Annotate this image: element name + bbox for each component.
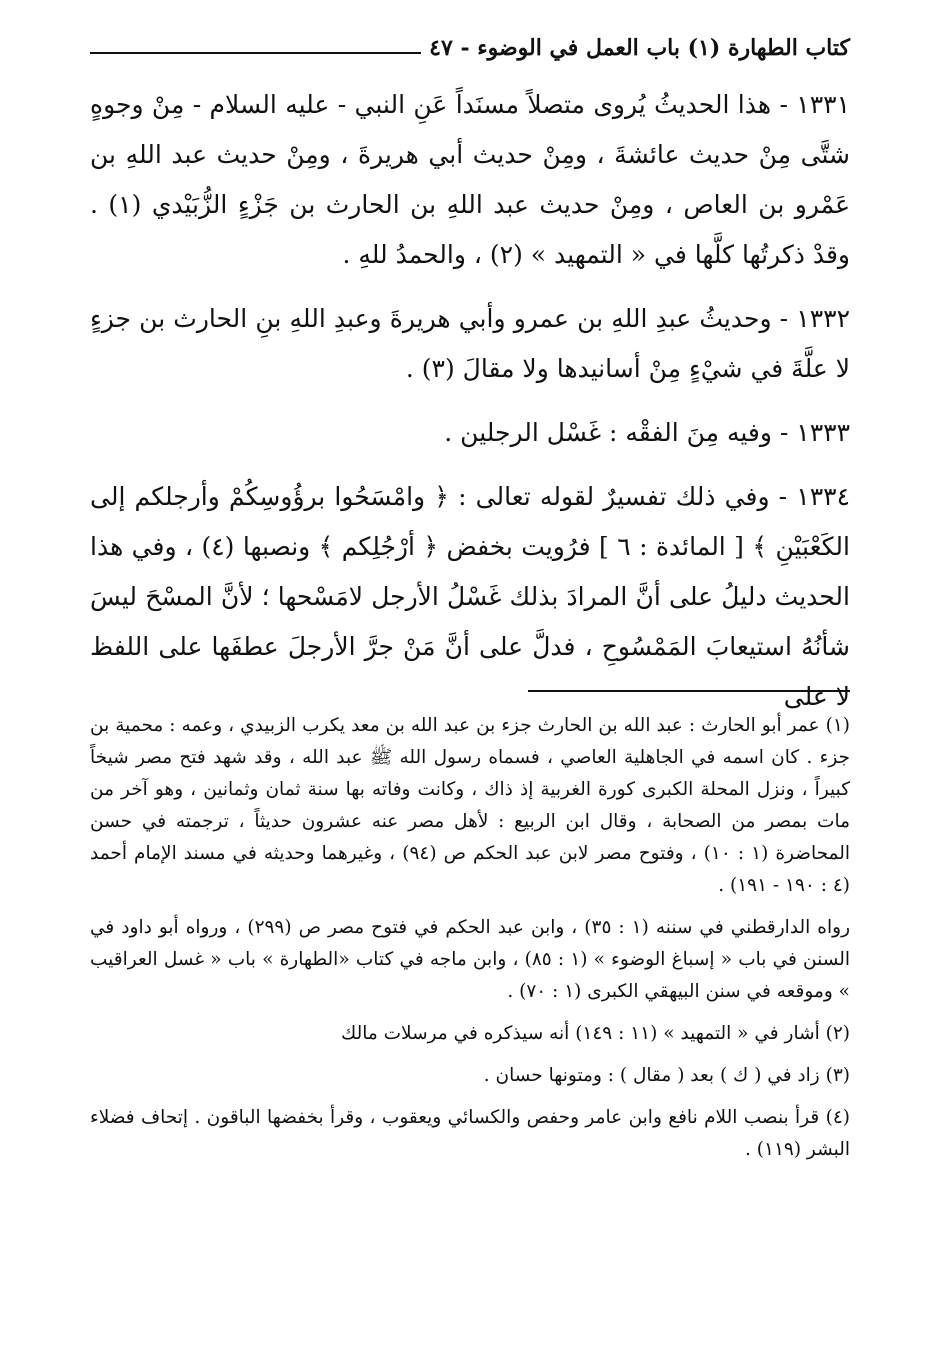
paragraph-1333: ١٣٣٣ - وفيه مِنَ الفقْه : غَسْل الرجلين . [444,418,850,447]
main-text [90,80,850,736]
footnote-4: (٤) قرأ بنصب اللام نافع وابن عامر وحفص والكسائي ويعقوب ، وقرأ بخفضها الباقون . إتحاف فضلاء البشر (١١٩) . [90,1107,850,1160]
running-header [90,28,850,68]
footnote-divider [528,690,850,692]
header-rule [90,52,421,54]
paragraph-1332: ١٣٣٢ - وحديثُ عبدِ اللهِ بن عمرو وأبي هريرةَ وعبدِ اللهِ بنِ الحارث بن جزءٍ لا علَّةَ في شيْءٍ مِنْ أسانيدها ولا مقالَ (٣) . [90,304,850,383]
footnote-3: (٣) زاد في ( ك ) بعد ( مقال ) : ومتونها حسان . [483,1065,850,1086]
footnotes [90,710,850,1176]
paragraph-1331: ١٣٣١ - هذا الحديثُ يُروى متصلاً مسنَداً عَنِ النبي - عليه السلام - مِنْ وجوهٍ شتَّى مِنْ حديث عائشةَ ، ومِنْ حديث أبي هريرةَ ، ومِنْ حديث عبد اللهِ بن عَمْرو بن العاص ، ومِنْ حديث عبد اللهِ بن الحارث بن جَزْءٍ الزُّبَيْدي (١) . وقدْ ذكرتُها كلَّها في « التمهيد » (٢) ، والحمدُ للهِ . [90,90,850,269]
footnote-2: (٢) أشار في « التمهيد » (١١ : ١٤٩) أنه سيذكره في مرسلات مالك [340,1023,850,1044]
running-title: كتاب الطهارة (١) باب العمل في الوضوء - ٤٧ [429,35,850,61]
footnote-1-continued: رواه الدارقطني في سننه (١ : ٣٥) ، وابن عبد الحكم في فتوح مصر ص (٢٩٩) ، ورواه أبو داود في السنن في باب « إسباغ الوضوء » (١ : ٨٥) ، وابن ماجه في كتاب «الطهارة » باب « غسل العراقيب » وموقعه في سنن البيهقي الكبرى (١ : ٧٠) . [90,917,850,1002]
footnote-1: (١) عمر أبو الحارث : عبد الله بن الحارث جزء بن عبد الله بن معد يكرب الزبيدي ، وعمه : محمية بن جزء . كان اسمه في الجاهلية العاصي ، فسماه رسول الله ﷺ عبد الله ، وقد شهد فتح مصر شيخاً كبيراً ، ونزل المحلة الكبرى كورة الغربية إذ ذاك ، وكانت وفاته بها سنة ثمان وثمانين ، وهو آخر من مات بمصر من الصحابة ، وقال ابن الربيع : لأهل مصر عنه عشرون حديثاً ، ترجمته في حسن المحاضرة (١ : ١٠) ، وفتوح مصر لابن عبد الحكم ص (٩٤) ، وغيرهما وحديثه في مسند الإمام أحمد (٤ : ١٩٠ - ١٩١) . [90,715,850,896]
paragraph-1334: ١٣٣٤ - وفي ذلك تفسيرٌ لقوله تعالى : ﴿ وامْسَحُوا برؤُوسِكُمْ وأرجلكم إلى الكَعْبَيْنِ ﴾ [ المائدة : ٦ ] فرُويت بخفض ﴿ أرْجُلِكم ﴾ ونصبها (٤) ، وفي هذا الحديث دليلُ على أنَّ المرادَ بذلك غَسْلُ الأرجل لامَسْحها ؛ لأنَّ المسْحَ ليسَ شأنُهُ استيعابَ المَمْسُوحِ ، فدلَّ على أنَّ مَنْ جرَّ الأرجلَ عطفَها على اللفظ لا على [90,482,850,711]
